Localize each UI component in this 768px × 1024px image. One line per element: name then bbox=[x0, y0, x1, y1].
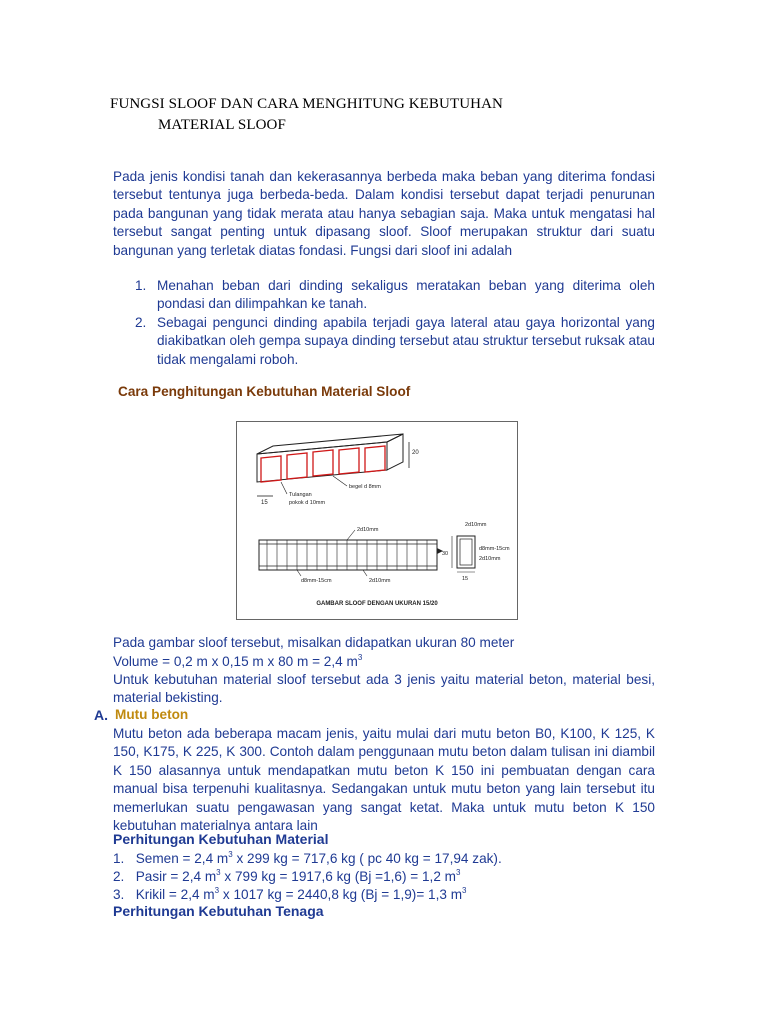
function-list bbox=[113, 277, 655, 369]
material-item bbox=[113, 886, 467, 904]
section-a-letter: A. bbox=[94, 707, 108, 723]
diagram-label: d8mm-15cm bbox=[479, 546, 510, 552]
material-item bbox=[113, 850, 502, 868]
sloof-drawing bbox=[237, 422, 517, 619]
list-number: 1. bbox=[113, 851, 125, 866]
list-number: 2. bbox=[113, 869, 125, 884]
diagram-label: pokok d 10mm bbox=[289, 500, 326, 506]
superscript: 3 bbox=[456, 868, 461, 877]
material-text: Semen = 2,4 m bbox=[135, 851, 229, 866]
list-number: 1. bbox=[135, 278, 147, 293]
intro-paragraph: Pada jenis kondisi tanah dan kekerasannya berbeda maka beban yang diterima fondasi tersebut tentunya juga berbeda-beda. Dalam kondisi tersebut dapat terjadi penurunan pada bangunan yang tidak merata atau hanya sebagian saja. Maka untuk mengatasi hal tersebut sangat penting untuk dipasang sloof. Sloof merupakan struktur dari suatu bangunan yang terletak diatas fondasi. Fungsi dari sloof ini adalah bbox=[113, 169, 655, 258]
figure-caption: GAMBAR SLOOF DENGAN UKURAN 15/20 bbox=[316, 601, 438, 607]
volume-line bbox=[113, 653, 362, 671]
calc-paragraph: Untuk kebutuhan material sloof tersebut ada 3 jenis yaitu material beton, material besi, material bekisting. bbox=[113, 672, 655, 706]
calc-line: Pada gambar sloof tersebut, misalkan didapatkan ukuran 80 meter bbox=[113, 635, 515, 650]
material-text: x 799 kg = 1917,6 kg (Bj =1,6) = 1,2 m bbox=[220, 869, 456, 884]
labor-heading: Perhitungan Kebutuhan Tenaga bbox=[113, 903, 324, 919]
diagram-label: 2d10mm bbox=[369, 578, 391, 584]
material-text: Pasir = 2,4 m bbox=[135, 869, 217, 884]
document-title bbox=[110, 94, 503, 136]
material-text: x 299 kg = 717,6 kg ( pc 40 kg = 17,94 zak). bbox=[232, 851, 502, 866]
list-number: 3. bbox=[113, 887, 125, 902]
material-text: x 1017 kg = 2440,8 kg (Bj = 1,9)= 1,3 m bbox=[219, 887, 463, 902]
superscript: 3 bbox=[216, 868, 221, 877]
superscript: 3 bbox=[228, 850, 233, 859]
sloof-diagram bbox=[236, 421, 518, 620]
material-heading: Perhitungan Kebutuhan Material bbox=[113, 831, 329, 847]
title-line-1: FUNGSI SLOOF DAN CARA MENGHITUNG KEBUTUHAN bbox=[110, 96, 503, 112]
list-item bbox=[113, 277, 655, 314]
superscript: 3 bbox=[462, 886, 467, 895]
dimension-label: 30 bbox=[442, 551, 449, 557]
superscript: 3 bbox=[214, 886, 220, 895]
section-a-title: Mutu beton bbox=[115, 707, 189, 722]
diagram-label: begel d 8mm bbox=[349, 484, 381, 490]
list-text: Menahan beban dari dinding sekaligus meratakan beban yang diterima oleh pondasi dan dilimpahkan ke tanah. bbox=[157, 278, 655, 312]
diagram-label: d8mm-15cm bbox=[301, 578, 332, 584]
list-text: Sebagai pengunci dinding apabila terjadi gaya lateral atau gaya horizontal yang diakibatkan oleh gempa supaya dinding tersebut atau struktur tersebut ruksak atau tidak mengalami roboh. bbox=[157, 314, 655, 367]
diagram-label: Tulangan bbox=[289, 492, 312, 498]
material-item bbox=[113, 868, 460, 886]
mutu-beton-paragraph: Mutu beton ada beberapa macam jenis, yaitu mulai dari mutu beton B0, K100, K 125, K 150, K175, K 225, K 300. Contoh dalam penggunaan mutu beton dalam tulisan ini diambil K 150 alasannya untuk mendapatkan mutu beton K 150 ini pembuatan dengan cara manual bisa terpenuhi kualitasnya. Sedangakan untuk mutu beton yang lain tersebut itu memerlukan suatu pengawasan yang sangat ketat. Maka untuk mutu beton K 150 kebutuhan materialnya antara lain bbox=[113, 726, 655, 834]
diagram-label: 2d10mm bbox=[479, 556, 501, 562]
volume-text: Volume = 0,2 m x 0,15 m x 80 m = 2,4 m bbox=[113, 654, 358, 669]
dimension-label: 15 bbox=[462, 576, 469, 582]
list-item bbox=[113, 314, 655, 369]
dimension-label: 20 bbox=[412, 450, 419, 456]
dimension-label: 15 bbox=[261, 500, 268, 506]
section-heading: Cara Penghitungan Kebutuhan Material Sloof bbox=[118, 384, 411, 399]
title-line-2: MATERIAL SLOOF bbox=[158, 117, 286, 133]
diagram-label: 2d10mm bbox=[357, 527, 379, 533]
superscript: 3 bbox=[357, 653, 363, 662]
list-number: 2. bbox=[135, 314, 147, 330]
material-text: Krikil = 2,4 m bbox=[135, 887, 215, 902]
diagram-label: 2d10mm bbox=[465, 522, 487, 528]
